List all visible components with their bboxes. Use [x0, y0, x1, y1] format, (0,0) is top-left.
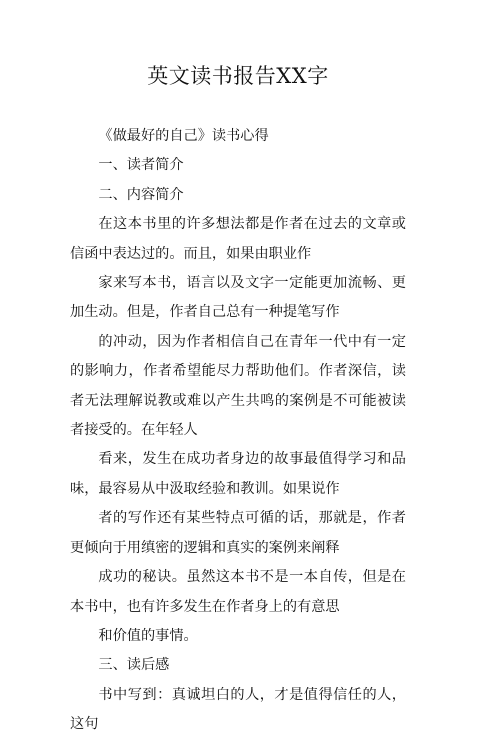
paragraph-section-reader-intro: 一、读者简介	[98, 157, 184, 174]
paragraph-body: 在这本书里的许多想法都是作者在过去的文章或信函中表达过的。而且，如果由职业作	[70, 216, 406, 262]
paragraph-body: 成功的秘诀。虽然这本书不是一本自传，但是在本书中，也有许多发生在作者身上的有意思	[70, 569, 406, 615]
paragraph-body: 看来，发生在成功者身边的故事最值得学习和品味，最容易从中汲取经验和教训。如果说作	[70, 451, 406, 497]
paragraph-body: 家来写本书，语言以及文字一定能更加流畅、更加生动。但是，作者自己总有一种提笔写作	[70, 275, 406, 321]
paragraph-book-heading: 《做最好的自己》读书心得	[98, 128, 269, 144]
paragraph-body: 的冲动，因为作者相信自己在青年一代中有一定的影响力，作者希望能尽力帮助他们。作者深信，读者无法理解说教或难以产生共鸣的案例是不可能被读者接受的。在年轻人	[70, 333, 406, 439]
document-title: 英文读书报告XX字	[147, 64, 329, 88]
paragraph-section-reflection: 三、读后感	[98, 657, 170, 674]
paragraph-body: 者的写作还有某些特点可循的话，那就是，作者更倾向于用缜密的逻辑和真实的案例来阐释	[70, 510, 406, 556]
paragraph-body: 和价值的事情。	[98, 627, 198, 644]
paragraph-body: 书中写到：真诚坦白的人，才是值得信任的人，这句	[70, 686, 406, 733]
paragraph-section-content-intro: 二、内容简介	[98, 186, 184, 203]
document-body	[70, 122, 406, 740]
